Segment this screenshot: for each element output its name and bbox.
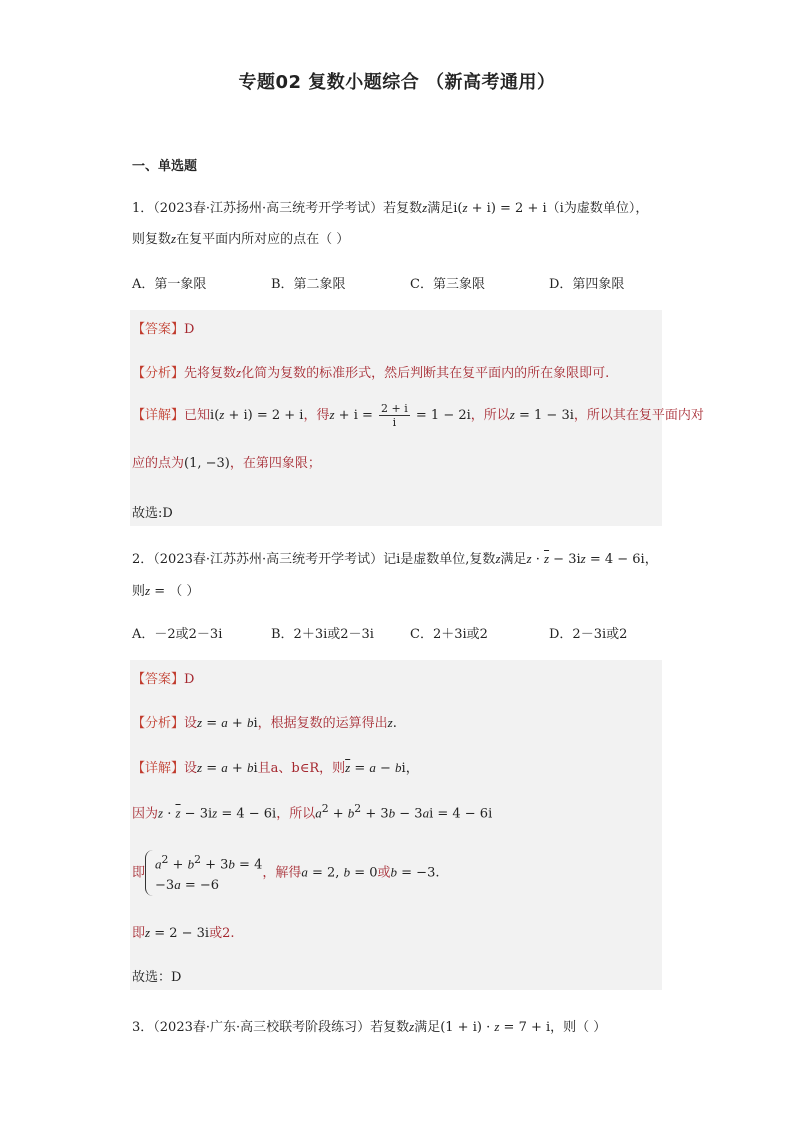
q1-option-c: C．第三象限 bbox=[410, 277, 485, 292]
q1-option-d: D．第四象限 bbox=[549, 277, 625, 292]
q2-detail-line3: 即 $a^2 + b^2 + 3b = 4$ −3a = −6 ，解得a = 2, b = 0或b = −3. bbox=[132, 850, 439, 896]
q1-stem-line2: 则复数z在复平面内所对应的点在（ ） bbox=[132, 231, 350, 247]
q1-stem-line1: 1．（2023春·江苏扬州·高三统考开学考试）若复数z满足i(z + i) = 2 + i（i为虚数单位）， bbox=[132, 200, 649, 216]
q1-option-b: B．第二象限 bbox=[271, 277, 346, 292]
page-title: 专题02 复数小题综合 （新高考通用） bbox=[238, 72, 556, 93]
q2-stem-line1: 2．（2023春·江苏苏州·高三统考开学考试）记i是虚数单位,复数z满足$z \cdot \overline{z} - 3iz = 4 - 6i$， bbox=[132, 551, 658, 567]
q2-answer: 【答案】D bbox=[132, 672, 195, 687]
q2-detail-line2: 因为$z \cdot \overline{z} - 3iz = 4 - 6i$，所以$a^2 + b^2 + 3b - 3ai = 4 - 6i$ bbox=[132, 802, 493, 822]
q2-option-b: B．2＋3i或2－3i bbox=[271, 627, 374, 642]
q2-analysis: 【分析】设z = a + bi，根据复数的运算得出z. bbox=[132, 715, 397, 731]
q2-option-c: C．2＋3i或2 bbox=[410, 627, 488, 642]
q1-detail-line2: 应的点为(1, −3)，在第四象限； bbox=[132, 456, 321, 471]
q2-detail-line1: 【详解】设z = a + bi且a、b∈R，则$\overline{z} = a$ − bi， bbox=[132, 760, 419, 776]
equation-system: $a^2 + b^2 + 3b = 4$ −3a = −6 bbox=[145, 850, 262, 896]
q2-detail-line4: 即z = 2 − 3i或2. bbox=[132, 925, 235, 941]
q2-conclusion: 故选：D bbox=[132, 970, 182, 985]
q3-stem-line1: 3．（2023春·广东·高三校联考阶段练习）若复数z满足(1 + i) · z = 7 + i，则（ ） bbox=[132, 1019, 607, 1035]
q1-detail-line1: 【详解】已知i(z + i) = 2 + i，得z + i = $\frac{2 + i}{i}$ = 1 − 2i，所以z = 1 − 3i，所以其在复平面内对 bbox=[132, 402, 704, 429]
section-heading: 一、单选题 bbox=[132, 159, 198, 174]
q2-option-a: A．－2或2－3i bbox=[132, 627, 223, 642]
q2-stem-line2: 则z = （ ） bbox=[132, 583, 200, 599]
q2-option-d: D．2－3i或2 bbox=[549, 627, 628, 642]
q1-analysis: 【分析】先将复数z化简为复数的标准形式，然后判断其在复平面内的所在象限即可. bbox=[132, 365, 610, 381]
q1-conclusion: 故选:D bbox=[132, 506, 173, 521]
q1-answer: 【答案】D bbox=[132, 322, 195, 337]
q1-option-a: A．第一象限 bbox=[132, 277, 207, 292]
